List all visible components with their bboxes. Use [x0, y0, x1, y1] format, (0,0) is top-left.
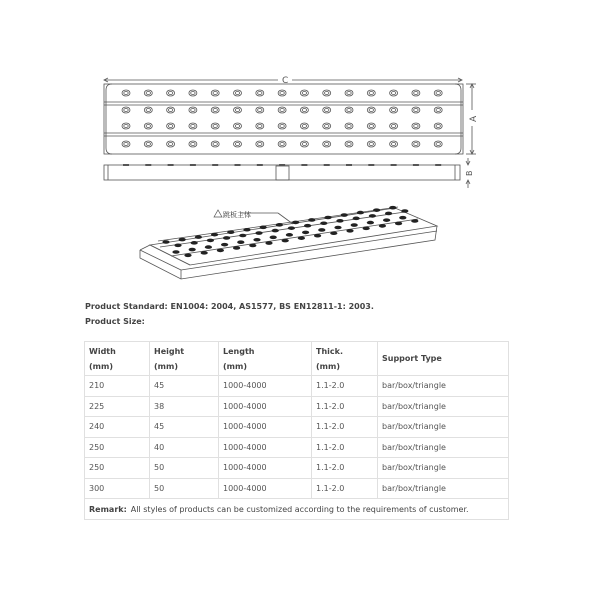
cell-support-type: bar/box/triangle — [378, 417, 509, 438]
cell-width: 250 — [85, 437, 150, 458]
cell-thickness: 1.1-2.0 — [312, 376, 378, 397]
table-row — [85, 376, 509, 397]
remark-text: All styles of products can be customized according to the requirements of customer. — [130, 504, 469, 514]
product-size-label: Product Size: — [85, 317, 145, 326]
header-support-type: Support Type — [378, 342, 509, 376]
cell-length: 1000-4000 — [219, 417, 312, 438]
cell-thickness: 1.1-2.0 — [312, 458, 378, 479]
cell-width: 300 — [85, 478, 150, 499]
cell-support-type: bar/box/triangle — [378, 396, 509, 417]
cell-thickness: 1.1-2.0 — [312, 478, 378, 499]
cell-length: 1000-4000 — [219, 396, 312, 417]
cell-length: 1000-4000 — [219, 376, 312, 397]
cell-height: 50 — [150, 458, 219, 479]
table-row — [85, 417, 509, 438]
cell-support-type: bar/box/triangle — [378, 437, 509, 458]
svg-text:A: A — [469, 115, 479, 122]
cell-width: 250 — [85, 458, 150, 479]
cell-thickness: 1.1-2.0 — [312, 437, 378, 458]
product-size-table — [84, 341, 509, 520]
side-view-plate — [104, 165, 460, 180]
svg-text:C: C — [282, 76, 289, 86]
cell-support-type: bar/box/triangle — [378, 458, 509, 479]
cell-width: 210 — [85, 376, 150, 397]
remark-row — [85, 499, 509, 520]
remark-cell — [85, 499, 509, 520]
header-length: Length (mm) — [219, 342, 312, 376]
product-standard-text: Product Standard: EN1004: 2004, AS1577, BS EN12811-1: 2003. — [85, 302, 374, 311]
cell-support-type: bar/box/triangle — [378, 376, 509, 397]
cell-height: 45 — [150, 417, 219, 438]
cell-thickness: 1.1-2.0 — [312, 396, 378, 417]
cell-height: 50 — [150, 478, 219, 499]
table-row — [85, 458, 509, 479]
cell-length: 1000-4000 — [219, 437, 312, 458]
header-thickness: Thick. (mm) — [312, 342, 378, 376]
cell-height: 38 — [150, 396, 219, 417]
svg-text:跳板主体: 跳板主体 — [223, 211, 251, 219]
table-row — [85, 437, 509, 458]
table-header-row — [85, 342, 509, 376]
cell-length: 1000-4000 — [219, 478, 312, 499]
svg-text:B: B — [465, 170, 474, 176]
cell-thickness: 1.1-2.0 — [312, 417, 378, 438]
header-height: Height (mm) — [150, 342, 219, 376]
table-row — [85, 396, 509, 417]
cell-height: 45 — [150, 376, 219, 397]
dimension-a — [466, 84, 479, 154]
table-row — [85, 478, 509, 499]
callout — [214, 210, 293, 224]
cell-height: 40 — [150, 437, 219, 458]
dimension-b — [465, 158, 474, 188]
cell-length: 1000-4000 — [219, 458, 312, 479]
isometric-view — [140, 206, 437, 279]
dimension-c — [104, 76, 462, 86]
cell-support-type: bar/box/triangle — [378, 478, 509, 499]
cell-width: 240 — [85, 417, 150, 438]
header-width: Width (mm) — [85, 342, 150, 376]
cell-width: 225 — [85, 396, 150, 417]
top-view-plate — [104, 84, 463, 154]
remark-label: Remark: — [89, 504, 127, 514]
